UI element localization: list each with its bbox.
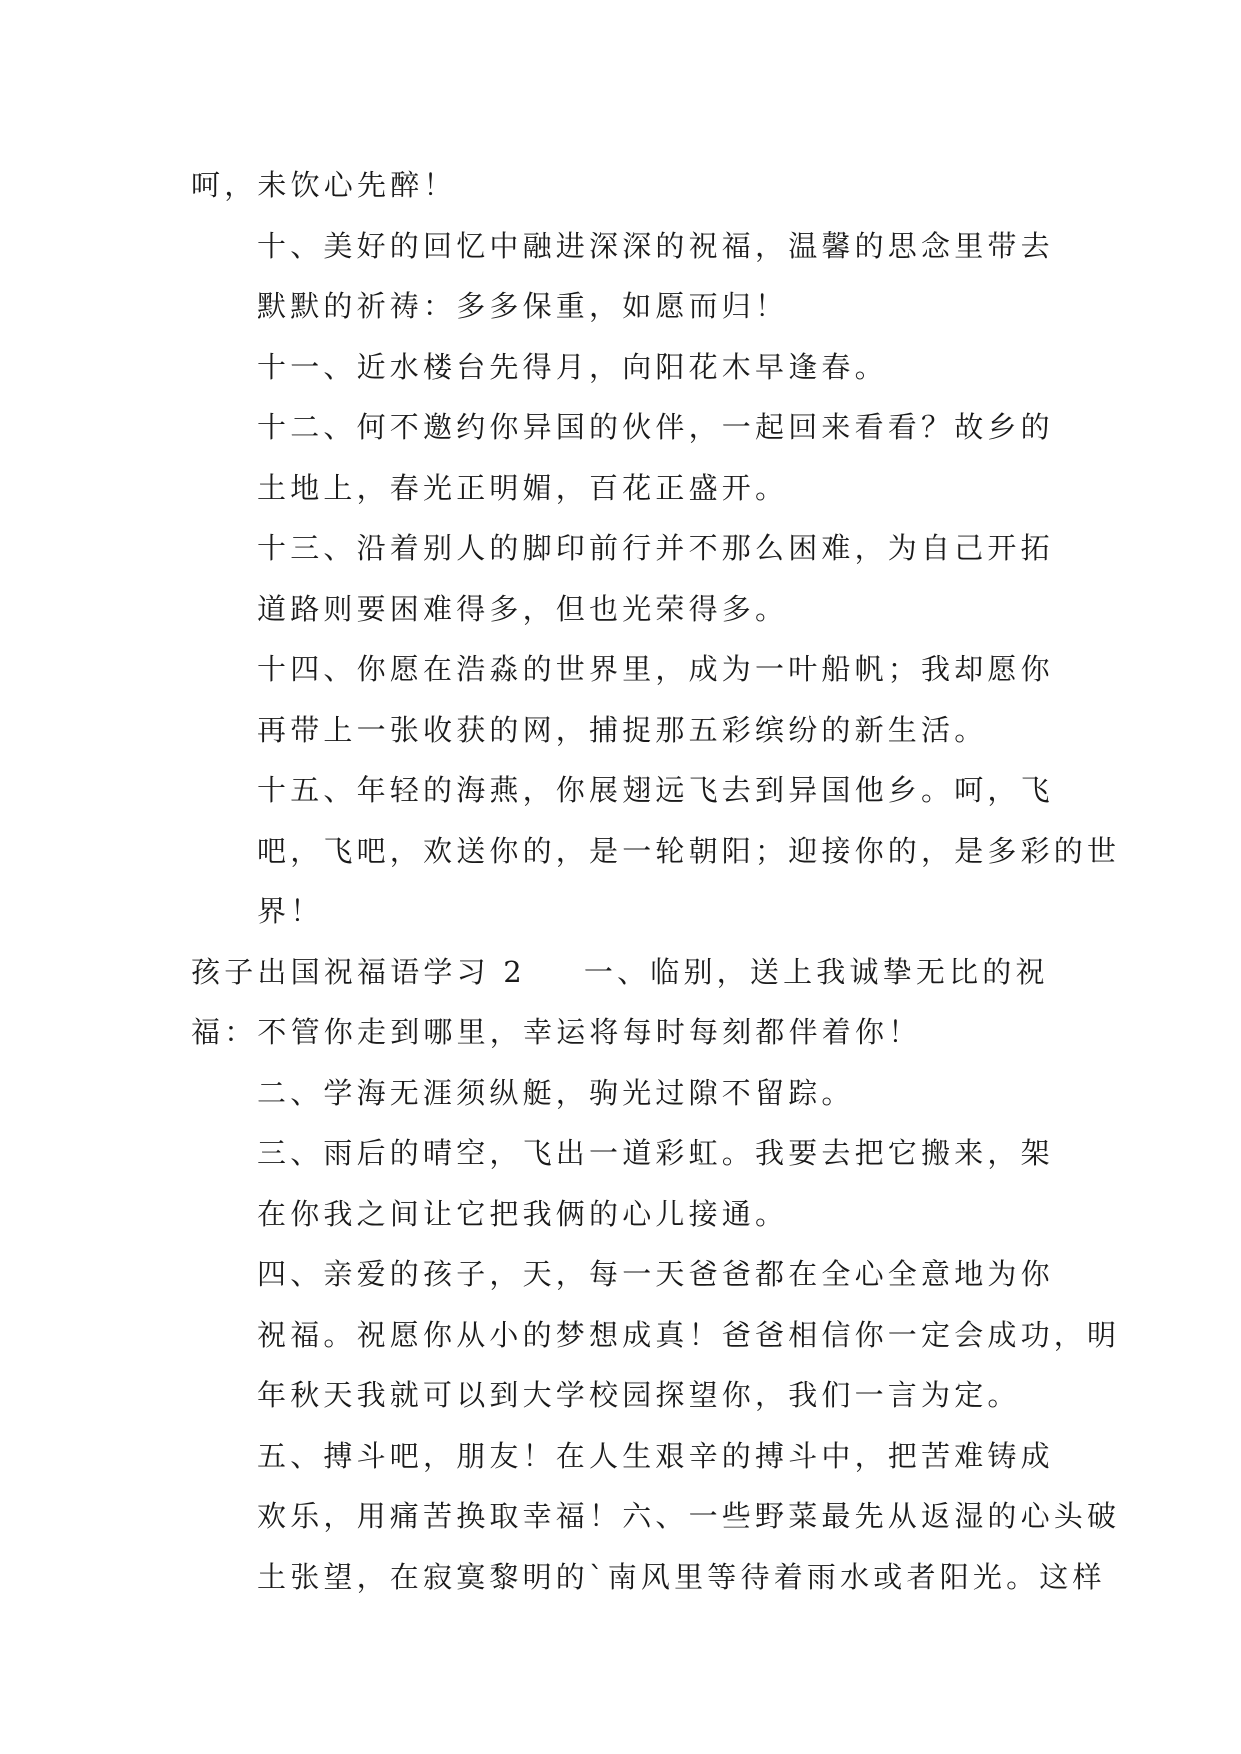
text-line: 十一、近水楼台先得月，向阳花木早逢春。 [257, 349, 888, 384]
text-line: 十五、年轻的海燕，你展翅远飞去到异国他乡。呵，飞 [257, 773, 1054, 807]
paragraph-group-1 [191, 155, 1121, 942]
text-line: 五、搏斗吧，朋友！在人生艰辛的搏斗中，把苦难铸成 [257, 1438, 1054, 1473]
text-line: 在你我之间让它把我俩的心儿接通。 [257, 1196, 789, 1231]
text-line: 再带上一张收获的网，捕捉那五彩缤纷的新生活。 [257, 712, 988, 747]
paragraph-q2 [191, 1063, 1051, 1124]
section-heading-paragraph [191, 942, 1051, 1063]
text-line: 界！ [257, 894, 324, 928]
text-line: 呵，未饮心先醉！ [191, 168, 457, 202]
text-line: 祝福。祝愿你从小的梦想成真！爸爸相信你一定会成功，明 [257, 1317, 1121, 1352]
paragraph-p15 [191, 760, 1121, 942]
text-line: 欢乐，用痛苦换取幸福！六、一些野菜最先从返湿的心头破 [257, 1499, 1121, 1533]
text-line: 土张望，在寂寞黎明的`南风里等待着雨水或者阳光。这样 [257, 1559, 1106, 1594]
paragraph-p12 [191, 397, 1054, 518]
text-line: 十四、你愿在浩淼的世界里，成为一叶船帆；我却愿你 [257, 652, 1054, 686]
text-line: 十、美好的回忆中融进深深的祝福，温馨的思念里带去 [257, 228, 1054, 263]
text-line: 四、亲爱的孩子，天，每一天爸爸都在全心全意地为你 [257, 1257, 1054, 1291]
paragraph-q4 [191, 1244, 1121, 1426]
text-line: 道路则要困难得多，但也光荣得多。 [257, 591, 789, 626]
paragraph-p14 [191, 639, 1054, 760]
text-line: 十二、何不邀约你异国的伙伴，一起回来看看？故乡的 [257, 410, 1054, 444]
text-line: 默默的祈祷：多多保重，如愿而归！ [257, 289, 789, 323]
paragraph-group-2 [191, 1063, 1121, 1608]
paragraph-p-cont [191, 155, 1051, 216]
paragraph-p10 [191, 216, 1054, 337]
paragraph-p13 [191, 518, 1054, 639]
text-line: 二、学海无涯须纵艇，驹光过隙不留踪。 [257, 1075, 855, 1110]
text-line: 土地上，春光正明媚，百花正盛开。 [257, 470, 789, 505]
text-line: 吧，飞吧，欢送你的，是一轮朝阳；迎接你的，是多彩的世 [257, 833, 1121, 868]
document-body [191, 155, 1121, 1607]
text-line: 十三、沿着别人的脚印前行并不那么困难，为自己开拓 [257, 531, 1054, 565]
paragraph-q3 [191, 1123, 1054, 1244]
section-first-line: 一、临别，送上我诚挚无比的祝 [583, 954, 1049, 989]
paragraph-p11 [191, 337, 1051, 398]
section-heading-line [191, 942, 1051, 1003]
text-line: 年秋天我就可以到大学校园探望你，我们一言为定。 [257, 1378, 1021, 1412]
section-second-line: 福：不管你走到哪里，幸运将每时每刻都伴着你！ [191, 1015, 922, 1049]
paragraph-q5 [191, 1426, 1121, 1608]
text-line: 三、雨后的晴空，飞出一道彩虹。我要去把它搬来，架 [257, 1136, 1054, 1170]
section-title: 孩子出国祝福语学习 2 [191, 954, 526, 989]
